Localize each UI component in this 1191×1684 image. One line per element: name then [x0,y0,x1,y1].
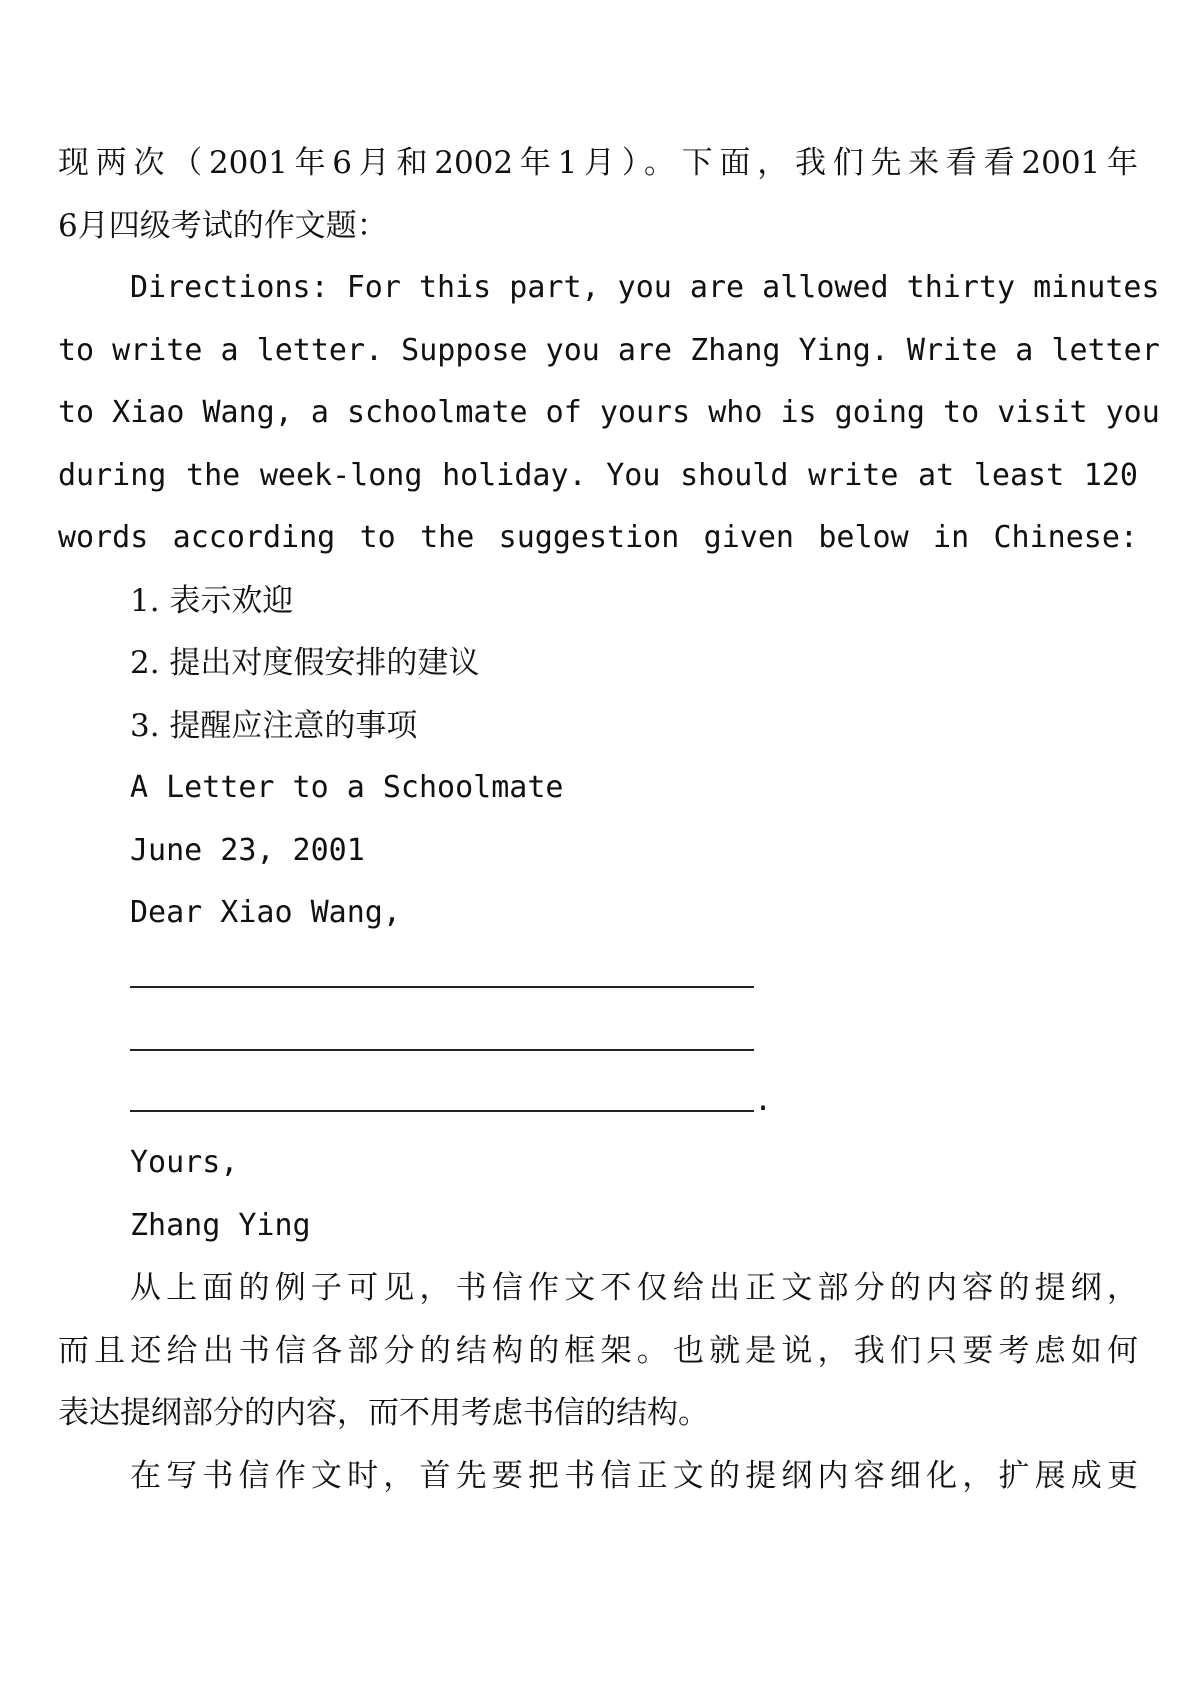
letter-signature: Zhang Ying [130,1207,311,1243]
directions-line-1: Directions: For this part, you are allowed thirty minutes [130,270,1160,305]
letter-date: June 23, 2001 [130,832,365,868]
blank-line-1 [58,945,1138,1008]
blank-line-3 [58,1070,1138,1133]
intro-line-1: 现两次（2001年6月和2002年1月）。下面，我们先来看看2001年 [58,145,1138,181]
after-line-2: 而且还给出书信各部分的结构的框架。也就是说，我们只要考虑如何 [58,1332,1138,1369]
outline-item-3: 3. 提醒应注意的事项 [130,707,418,744]
after-line-3: 表达提纲部分的内容，而不用考虑书信的结构。 [58,1395,709,1431]
directions-line-4: during the week-long holiday. You should write at least 120 [58,457,1138,493]
directions-line-5: words according to the suggestion given below in Chinese: [58,520,1138,555]
fill-in-blank [130,1110,754,1112]
outline-item-2: 2. 提出对度假安排的建议 [130,645,480,681]
letter-closing: Yours, [130,1145,239,1180]
letter-salutation: Dear Xiao Wang, [130,895,401,930]
blank-line-2 [58,1007,1138,1070]
last-line-1: 在写书信作文时，首先要把书信正文的提纲内容细化，扩展成更 [130,1457,1138,1494]
directions-line-2: to write a letter. Suppose you are Zhang Ying. Write a letter [58,332,1160,368]
intro-line-2: 6月四级考试的作文题： [58,207,388,244]
letter-title: A Letter to a Schoolmate [130,770,564,805]
after-line-1: 从上面的例子可见，书信作文不仅给出正文部分的内容的提纲， [130,1270,1138,1306]
outline-item-1: 1. 表示欢迎 [130,582,294,619]
fill-in-blank [130,986,754,988]
blank-end-period: . [754,1082,773,1118]
fill-in-blank [130,1049,754,1051]
document-page [58,132,1160,1507]
directions-line-3: to Xiao Wang, a schoolmate of yours who is going to visit you [58,395,1160,430]
